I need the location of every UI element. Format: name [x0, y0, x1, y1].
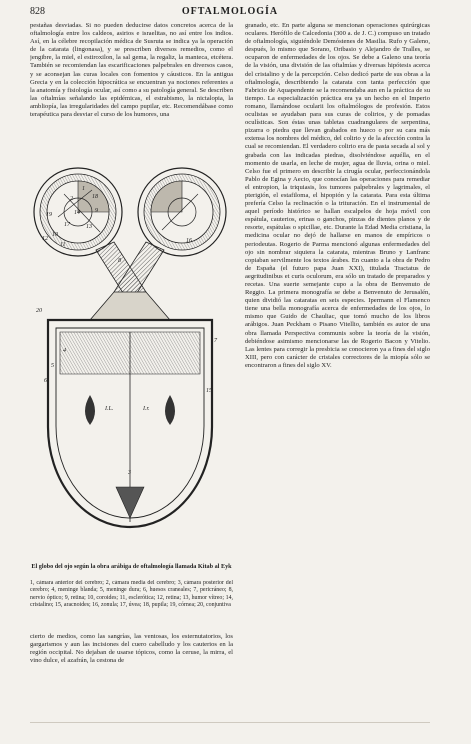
figure-number: 2	[70, 196, 73, 202]
figure-number: 4	[63, 348, 66, 354]
figure-number: 10	[52, 232, 58, 238]
figure-number: 6	[44, 378, 47, 384]
paragraph: granado, etc. En parte alguna se mencionan operaciones quirúrgicas oculares. Herófilo de Calcedonia (300 a. de J. C.) compuso un tratado de oftalmología, siguiéndole Demóstenes de Masilia. Rufo y Galeno, después, lo mismo que Sorano, Oribasio y Alejandro de Tralles, se ocuparon de enfermedades de los ojos. Se debe a Galeno una teoría de la visión, una división de las oftalmías y diversas hipótesis acerca del cristalino y de la percepción. Celso dedicó parte de sus obras a la oftalmología, describiendo la catarata con tanta perfección que Fabricio de Aquapendente se la recomendaba aun en la práctica de su tiempo. La especialización práctica era ya un hecho en el Imperio romano, llamándose ocularii los oftalmólogos de profesión. Estos oculistas se ayudaban para sus curas de colirios, y de pomadas oculísticas. Son éstas unas tabletas cuadrangulares de serpentina, pizarra o piedra que llevan grabados en hueco o por su cara más extensa los nombres del médico, del colirio y de la afección contra la cual se recomiendan. El verdadero colirio era de pasta secada al sol y grabada con las indicadas piedras, disolviéndose aquélla, en el momento de usarla, en leche de mujer, agua de lluvia, orina o miel. Celso fue el primero en describir la cirugía ocular, perfeccionándola Pablo de Egina y Aecio, que conocían las operaciones para remediar el entropion, la triquiasis, los tumores palpebrales y lagrimales, el pterigión, el estafiloma, el hipopión y la catarata. Para esta última prefería Celso la reclinación o la trituración. En el instrumental de aquel período histórico se hallan escalpelos de hoja móvil con espátula, cauterios, erinas o ganchos, pinzas de dientes planos y de resorte, espátulas o spicillae, etc. Durante la Edad Media cristiana, la medicina ocular no dejó de hallarse en manos de empíricos o periodeutas. Rogerio de Parma mencionó algunas enfermedades del ojo sin nombrar siquiera la catarata, mientras Bruno y Lanfranc copiaban servilmente los textos árabes. En cuanto a la obra de Pedro de España (el futuro papa Juan XXI), titulada Tractatus de aegritudinibus et curis oculorum, era sólo un tratado de preparados y recetas. Una suerte semejante cupo a la obra de Benvenuto de Reggio. La primera monografía se debe a Benvenuto de Jerusalén, quien dividió las cataratas en seis especies. Ipermann el Flamenco tiene una bella monografía acerca de enfermedades de los ojos, lo mismo que Guido de Chauliac, que tomó mucho de los libros arábigos. Juan Peckham o Pisano Vitellio, también es autor de una obra llamada Perspectiva communis sobre la teoría de la visión, debiéndose asimismo mencionarse las de Rogerio Bacon y Vitelio. Las lentes para corregir la presbicia se conocieron ya a fines del siglo XIII, pero con carácter de cristales correctores de la miopía sólo se encontraron a fines del siglo XV.	[245, 22, 430, 369]
left-column-bottom-text	[30, 633, 233, 713]
figure-number: 15	[206, 388, 212, 394]
figure-number: 12	[42, 236, 48, 242]
figure-caption-title: El globo del ojo según la obra arábiga de oftalmología llamada Kitab al Eyk	[31, 563, 232, 570]
right-column-text	[245, 22, 430, 712]
figure-number: 14	[74, 210, 80, 216]
figure-number: 11	[60, 242, 66, 248]
region-label-left: I.L.	[105, 406, 114, 412]
paragraph: cierto de medios, como las sangrías, las ventosas, los esternutatorios, los gargarismos y aun las incisiones del cuero cabelludo y los cauterios en la región occipital. No dejaban de usarse tópicos, como la ceruse, la mirra, el vino dulce, el azafrán, la cestona de	[30, 633, 233, 665]
figure-number: 1	[82, 186, 85, 192]
eye-diagram-figure	[30, 142, 230, 562]
figure-number: 5	[51, 363, 54, 369]
figure-number: 3	[128, 470, 131, 476]
paragraph: pestañas desviadas. Si no pueden deducirse datos concretos acerca de la oftalmología entre los caldeos, asirios e israelitas, no así entre los indios. Así, en la célebre recopilación médica de Susruta se indica ya la operación de la catarata (lingonasa), y se prescriben diversos remedios, como el jengibre, la miel, el estiroxilon, la sal gema, la regaliz, la manteca, etcétera. También se recomiendan las escarificaciones palpebrales en diversos casos, y se aconsejan las curas locales con fomentos y cáusticos. En la antigua Grecia y en la colección hipocrática se encuentran ya nociones referentes a la anatomía y fisiología ocular, así como a su patología general. Se describen las oftalmías señalando las epidémicas, el estrabismo, la nictalopia, la ambliopía, las irregularidades del campo pupilar, etc. Recomendábase como terapéutica para desviar el curso de los humores, una	[30, 22, 233, 119]
brain-chambers	[48, 320, 212, 527]
figure-number: 19	[46, 212, 52, 218]
right-eye-circle	[138, 168, 226, 256]
figure-number: 8	[118, 258, 121, 264]
running-title: OFTALMOLOGÍA	[181, 6, 279, 17]
figure-number: 18	[92, 194, 98, 200]
left-column-top-text	[30, 22, 233, 140]
page-number: 828	[30, 6, 45, 17]
page-bottom-rule	[30, 722, 430, 723]
figure-number: 20	[36, 308, 42, 314]
figure-legend: 1, cámara anterior del cerebro; 2, cámara media del cerebro; 3, cámara posterior del cerebro; 4, meninge blanda; 5, meninge dura; 6, huesos craneales; 7, pericráneo; 8, nervio óptico; 9, retina; 10, coroides; 11, esclerótica; 12, retina; 13, humor vítreo; 14, cristalino; 15, aracnoides; 16, zonula; 17, úvea; 18, pupila; 19, córnea; 20, conjuntiva	[30, 580, 233, 609]
figure-number: 16	[186, 238, 192, 244]
figure-number: 7	[214, 338, 217, 344]
optic-nerve-crossing	[90, 242, 170, 320]
page-header	[30, 5, 430, 19]
figure-number: 17	[64, 222, 70, 228]
figure-number: 13	[86, 224, 92, 230]
figure-number: 9	[95, 208, 98, 214]
region-label-right: I.r.	[143, 406, 150, 412]
